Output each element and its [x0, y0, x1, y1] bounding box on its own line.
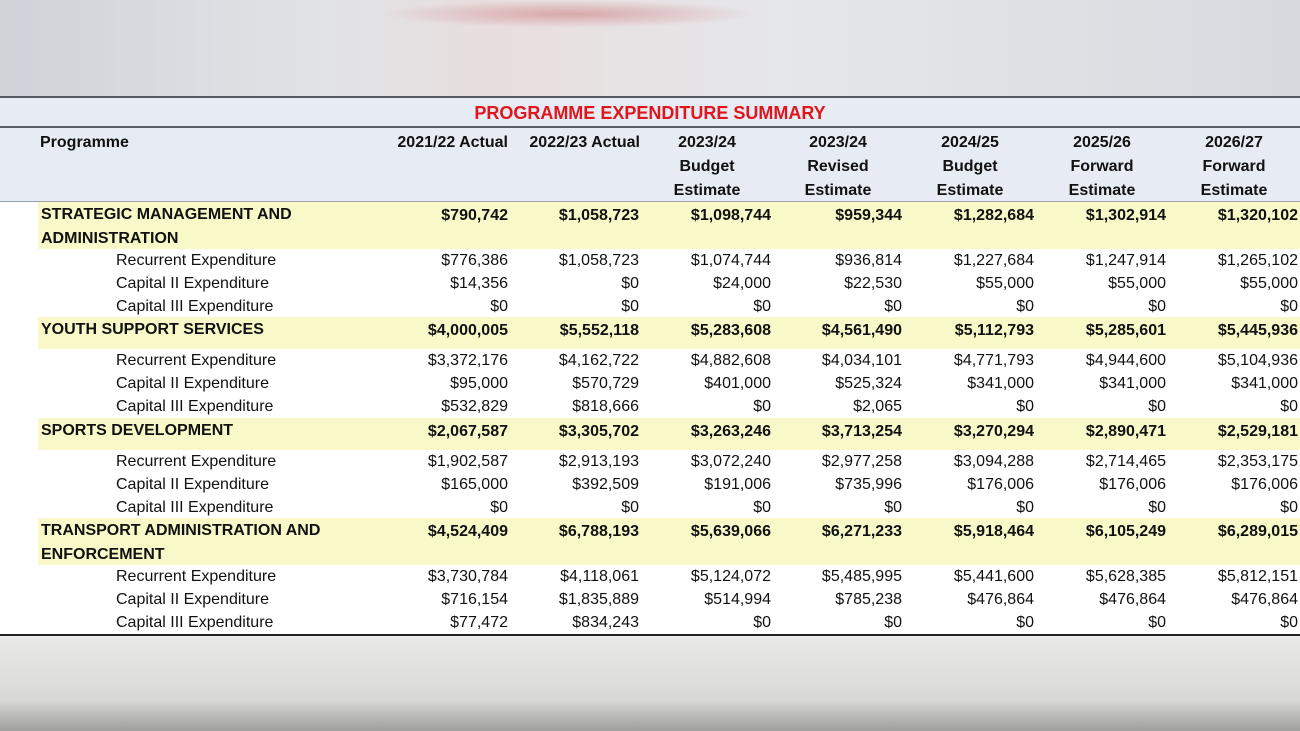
expenditure-value-cell: $0 — [753, 398, 771, 415]
programme-row — [38, 202, 1300, 249]
expenditure-row — [0, 473, 1300, 496]
expenditure-value-cell: $0 — [753, 499, 771, 516]
expenditure-label: Recurrent Expenditure — [116, 568, 277, 585]
programme-name: STRATEGIC MANAGEMENT AND ADMINISTRATION — [41, 206, 292, 247]
expenditure-value-cell: $401,000 — [704, 375, 771, 392]
programme-total-cell: $3,713,254 — [821, 423, 902, 440]
expenditure-value-cell: $4,771,793 — [953, 352, 1034, 369]
expenditure-label: Capital III Expenditure — [116, 614, 274, 631]
expenditure-label: Capital II Expenditure — [116, 476, 269, 493]
expenditure-row — [0, 295, 1300, 317]
expenditure-label: Capital III Expenditure — [116, 398, 274, 415]
expenditure-value-cell: $1,227,684 — [953, 252, 1034, 269]
expenditure-value-cell: $5,485,995 — [821, 568, 902, 585]
expenditure-label: Recurrent Expenditure — [116, 352, 277, 369]
expenditure-label: Capital II Expenditure — [116, 375, 269, 392]
programme-total-cell: $5,918,464 — [953, 523, 1034, 540]
programme-total-cell: $1,302,914 — [1085, 207, 1166, 224]
expenditure-value-cell: $0 — [1280, 298, 1298, 315]
expenditure-value-cell: $4,944,600 — [1085, 352, 1166, 369]
expenditure-row — [0, 496, 1300, 518]
expenditure-value-cell: $55,000 — [1240, 275, 1298, 292]
expenditure-value-cell: $1,058,723 — [558, 252, 639, 269]
expenditure-row — [0, 249, 1300, 272]
header-col-2: 2022/23 Actual — [529, 134, 640, 151]
expenditure-value-cell: $0 — [1148, 298, 1166, 315]
expenditure-value-cell: $55,000 — [976, 275, 1034, 292]
programme-name: SPORTS DEVELOPMENT — [41, 422, 234, 439]
programme-total-cell: $2,890,471 — [1085, 423, 1166, 440]
expenditure-value-cell: $4,034,101 — [821, 352, 902, 369]
expenditure-value-cell: $0 — [1148, 499, 1166, 516]
programme-total-cell: $6,289,015 — [1217, 523, 1298, 540]
expenditure-value-cell: $0 — [621, 298, 639, 315]
expenditure-value-cell: $1,265,102 — [1217, 252, 1298, 269]
expenditure-value-cell: $0 — [1016, 298, 1034, 315]
expenditure-row — [0, 372, 1300, 395]
expenditure-label: Recurrent Expenditure — [116, 252, 277, 269]
programme-total-cell: $3,263,246 — [690, 423, 771, 440]
expenditure-value-cell: $514,994 — [704, 591, 771, 608]
expenditure-row — [0, 272, 1300, 295]
expenditure-value-cell: $3,094,288 — [953, 453, 1034, 470]
programme-total-cell: $3,270,294 — [953, 423, 1034, 440]
expenditure-value-cell: $0 — [1148, 614, 1166, 631]
expenditure-label: Capital II Expenditure — [116, 591, 269, 608]
expenditure-row — [0, 395, 1300, 418]
programme-total-cell: $6,788,193 — [558, 523, 639, 540]
programme-total-cell: $4,524,409 — [427, 523, 508, 540]
expenditure-value-cell: $3,372,176 — [427, 352, 508, 369]
expenditure-value-cell: $55,000 — [1108, 275, 1166, 292]
expenditure-value-cell: $0 — [621, 499, 639, 516]
header-col-6: 2025/26 Forward Estimate — [1068, 134, 1136, 199]
programme-total-cell: $1,282,684 — [953, 207, 1034, 224]
expenditure-row — [0, 349, 1300, 372]
blurred-background-shade — [0, 700, 1300, 731]
header-programme: Programme — [40, 134, 129, 151]
expenditure-value-cell: $2,714,465 — [1085, 453, 1166, 470]
expenditure-value-cell: $4,162,722 — [558, 352, 639, 369]
column-header-row — [0, 128, 1300, 202]
expenditure-value-cell: $476,864 — [967, 591, 1034, 608]
programme-name: TRANSPORT ADMINISTRATION AND ENFORCEMENT — [41, 522, 321, 563]
expenditure-value-cell: $176,006 — [967, 476, 1034, 493]
expenditure-value-cell: $4,882,608 — [690, 352, 771, 369]
expenditure-value-cell: $0 — [621, 275, 639, 292]
expenditure-value-cell: $14,356 — [450, 275, 508, 292]
programme-total-cell: $5,445,936 — [1217, 322, 1298, 339]
expenditure-value-cell: $5,628,385 — [1085, 568, 1166, 585]
programme-total-cell: $5,552,118 — [559, 322, 639, 339]
programme-total-cell: $959,344 — [835, 207, 902, 224]
programme-total-cell: $2,067,587 — [427, 423, 508, 440]
expenditure-row — [0, 588, 1300, 611]
expenditure-value-cell: $2,977,258 — [821, 453, 902, 470]
expenditure-value-cell: $834,243 — [572, 614, 639, 631]
expenditure-value-cell: $1,074,744 — [690, 252, 771, 269]
expenditure-value-cell: $476,864 — [1099, 591, 1166, 608]
expenditure-label: Capital III Expenditure — [116, 298, 274, 315]
expenditure-value-cell: $3,730,784 — [427, 568, 508, 585]
expenditure-value-cell: $570,729 — [572, 375, 639, 392]
expenditure-value-cell: $0 — [1280, 614, 1298, 631]
programme-total-cell: $1,098,744 — [690, 207, 771, 224]
expenditure-value-cell: $2,065 — [853, 398, 902, 415]
expenditure-value-cell: $1,902,587 — [427, 453, 508, 470]
programme-total-cell: $3,305,702 — [558, 423, 639, 440]
expenditure-value-cell: $0 — [884, 298, 902, 315]
expenditure-value-cell: $532,829 — [441, 398, 508, 415]
table-body — [0, 202, 1300, 633]
expenditure-label: Capital III Expenditure — [116, 499, 274, 516]
expenditure-value-cell: $525,324 — [835, 375, 902, 392]
expenditure-row — [0, 565, 1300, 588]
table-title: PROGRAMME EXPENDITURE SUMMARY — [0, 98, 1300, 128]
expenditure-value-cell: $5,124,072 — [690, 568, 771, 585]
expenditure-value-cell: $77,472 — [450, 614, 508, 631]
header-col-3: 2023/24 Budget Estimate — [673, 134, 741, 199]
expenditure-row — [0, 450, 1300, 473]
expenditure-value-cell: $0 — [884, 614, 902, 631]
expenditure-value-cell: $716,154 — [441, 591, 508, 608]
programme-row — [38, 418, 1300, 450]
header-col-7: 2026/27 Forward Estimate — [1200, 134, 1268, 199]
expenditure-value-cell: $2,913,193 — [558, 453, 639, 470]
programme-total-cell: $5,639,066 — [690, 523, 771, 540]
expenditure-value-cell: $392,509 — [572, 476, 639, 493]
expenditure-value-cell: $0 — [1016, 614, 1034, 631]
programme-total-cell: $790,742 — [441, 207, 508, 224]
expenditure-value-cell: $735,996 — [835, 476, 902, 493]
expenditure-value-cell: $176,006 — [1099, 476, 1166, 493]
programme-total-cell: $2,529,181 — [1217, 423, 1298, 440]
expenditure-value-cell: $5,812,151 — [1217, 568, 1298, 585]
header-col-1: 2021/22 Actual — [397, 134, 508, 151]
expenditure-value-cell: $191,006 — [704, 476, 771, 493]
expenditure-value-cell: $0 — [753, 298, 771, 315]
expenditure-value-cell: $0 — [1280, 398, 1298, 415]
expenditure-summary-table — [0, 96, 1300, 636]
expenditure-value-cell: $341,000 — [1099, 375, 1166, 392]
expenditure-value-cell: $818,666 — [572, 398, 639, 415]
programme-total-cell: $4,000,005 — [427, 322, 508, 339]
expenditure-value-cell: $0 — [1016, 499, 1034, 516]
expenditure-value-cell: $5,104,936 — [1217, 352, 1298, 369]
blurred-background-highlight — [380, 0, 760, 28]
expenditure-value-cell: $95,000 — [450, 375, 508, 392]
expenditure-value-cell: $1,247,914 — [1085, 252, 1166, 269]
header-col-4: 2023/24 Revised Estimate — [804, 134, 872, 199]
expenditure-value-cell: $0 — [1148, 398, 1166, 415]
expenditure-value-cell: $341,000 — [967, 375, 1034, 392]
programme-total-cell: $6,271,233 — [821, 523, 902, 540]
expenditure-value-cell: $165,000 — [441, 476, 508, 493]
expenditure-value-cell: $341,000 — [1231, 375, 1298, 392]
expenditure-value-cell: $22,530 — [844, 275, 902, 292]
expenditure-value-cell: $24,000 — [713, 275, 771, 292]
header-col-5: 2024/25 Budget Estimate — [936, 134, 1004, 199]
programme-name: YOUTH SUPPORT SERVICES — [41, 321, 264, 338]
expenditure-value-cell: $176,006 — [1231, 476, 1298, 493]
programme-row — [38, 518, 1300, 565]
expenditure-value-cell: $0 — [753, 614, 771, 631]
programme-total-cell: $5,112,793 — [954, 322, 1034, 339]
expenditure-value-cell: $785,238 — [835, 591, 902, 608]
expenditure-value-cell: $0 — [490, 499, 508, 516]
expenditure-value-cell: $0 — [1016, 398, 1034, 415]
expenditure-value-cell: $1,835,889 — [558, 591, 639, 608]
expenditure-value-cell: $476,864 — [1231, 591, 1298, 608]
expenditure-value-cell: $2,353,175 — [1217, 453, 1298, 470]
expenditure-value-cell: $0 — [1280, 499, 1298, 516]
expenditure-row — [0, 611, 1300, 633]
programme-total-cell: $1,320,102 — [1217, 207, 1298, 224]
expenditure-value-cell: $0 — [490, 298, 508, 315]
expenditure-value-cell: $3,072,240 — [690, 453, 771, 470]
programme-total-cell: $6,105,249 — [1085, 523, 1166, 540]
programme-total-cell: $5,285,601 — [1085, 322, 1166, 339]
programme-row — [38, 317, 1300, 349]
expenditure-label: Capital II Expenditure — [116, 275, 269, 292]
programme-total-cell: $4,561,490 — [821, 322, 902, 339]
programme-total-cell: $5,283,608 — [690, 322, 771, 339]
expenditure-value-cell: $5,441,600 — [953, 568, 1034, 585]
expenditure-label: Recurrent Expenditure — [116, 453, 277, 470]
programme-total-cell: $1,058,723 — [558, 207, 639, 224]
expenditure-value-cell: $4,118,061 — [560, 568, 639, 585]
expenditure-value-cell: $936,814 — [835, 252, 902, 269]
expenditure-value-cell: $776,386 — [441, 252, 508, 269]
expenditure-value-cell: $0 — [884, 499, 902, 516]
